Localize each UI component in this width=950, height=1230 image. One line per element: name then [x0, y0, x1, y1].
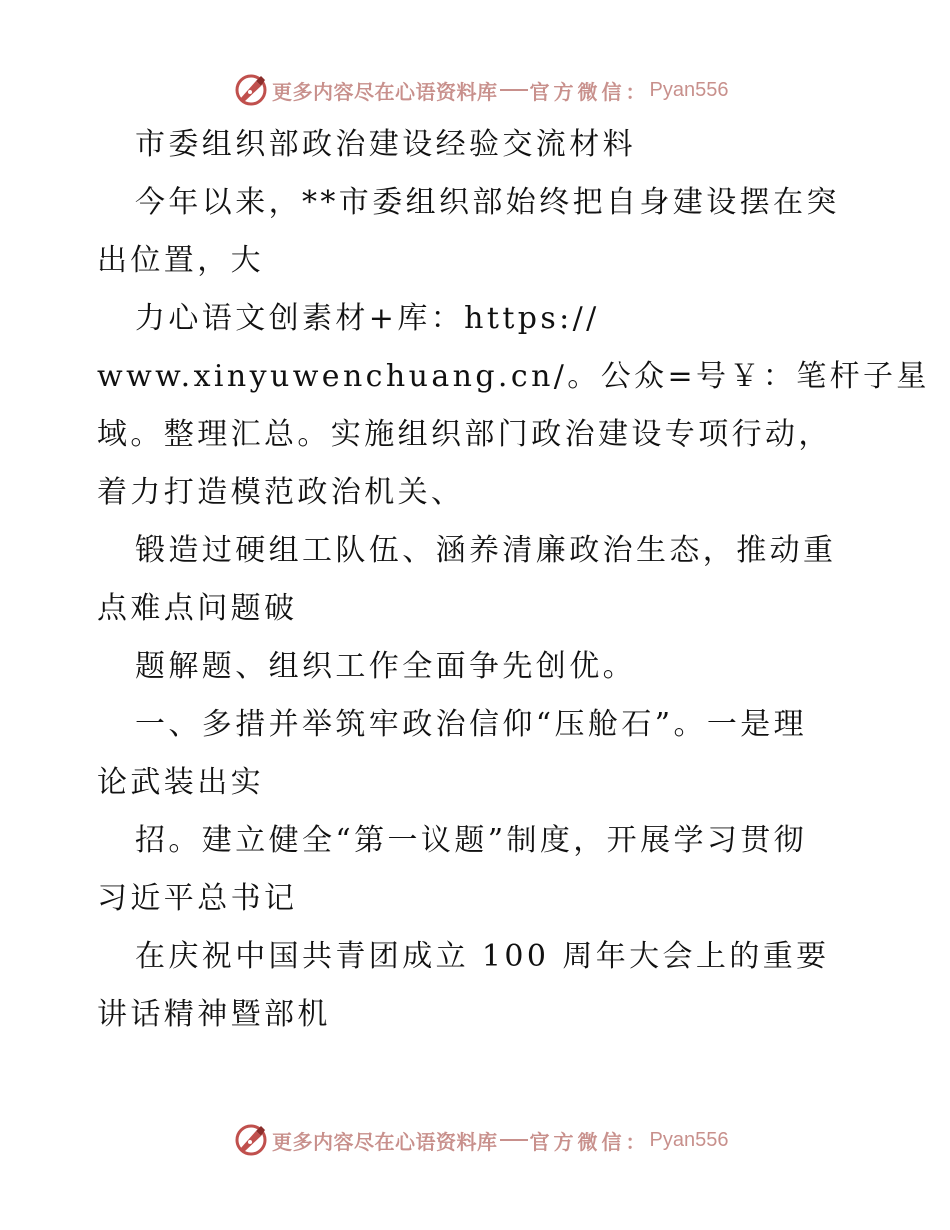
pen-nib-circle-icon	[234, 1123, 268, 1157]
paragraph-line: 题解题、组织工作全面争先创优。	[135, 649, 636, 684]
paragraph-line: 出位置，大	[97, 243, 264, 278]
watermark-text: 更多内容尽在心语资料库	[272, 1129, 498, 1154]
paragraph-line: 论武装出实	[97, 765, 264, 800]
paragraph-line: 锻造过硬组工队伍、涵养清廉政治生态，推动重	[135, 533, 837, 568]
watermark-dash	[500, 1139, 528, 1141]
watermark-id: Pyan556	[649, 1128, 729, 1151]
paragraph-line: 点难点问题破	[97, 591, 298, 626]
paragraph-line: 在庆祝中国共青团成立 100 周年大会上的重要	[135, 939, 830, 974]
paragraph-line: 力心语文创素材+库：https://	[135, 301, 600, 336]
paragraph-line: 讲话精神暨部机	[97, 997, 331, 1032]
paragraph-line: 招。建立健全“第一议题”制度，开展学习贯彻	[135, 823, 808, 858]
watermark-label: 官方微信：	[529, 79, 650, 104]
paragraph-line: 今年以来，**市委组织部始终把自身建设摆在突	[135, 185, 840, 220]
watermark-label: 官方微信：	[529, 1129, 650, 1154]
paragraph-line: 域。整理汇总。实施组织部门政治建设专项行动，	[97, 417, 832, 452]
watermark-dash	[500, 89, 528, 91]
paragraph-line: www.xinyuwenchuang.cn/。公众=号￥：笔杆子星	[97, 359, 930, 394]
section-heading-line: 一、多措并举筑牢政治信仰“压舱石”。一是理	[135, 707, 808, 742]
document-body	[97, 116, 930, 1044]
footer-watermark	[234, 1123, 728, 1157]
paragraph-line: 着力打造模范政治机关、	[97, 475, 465, 510]
watermark-id: Pyan556	[649, 78, 729, 101]
paragraph-line: 习近平总书记	[97, 881, 298, 916]
pen-nib-circle-icon	[234, 73, 268, 107]
header-watermark	[234, 73, 728, 107]
document-title: 市委组织部政治建设经验交流材料	[135, 127, 636, 162]
watermark-text: 更多内容尽在心语资料库	[272, 79, 498, 104]
